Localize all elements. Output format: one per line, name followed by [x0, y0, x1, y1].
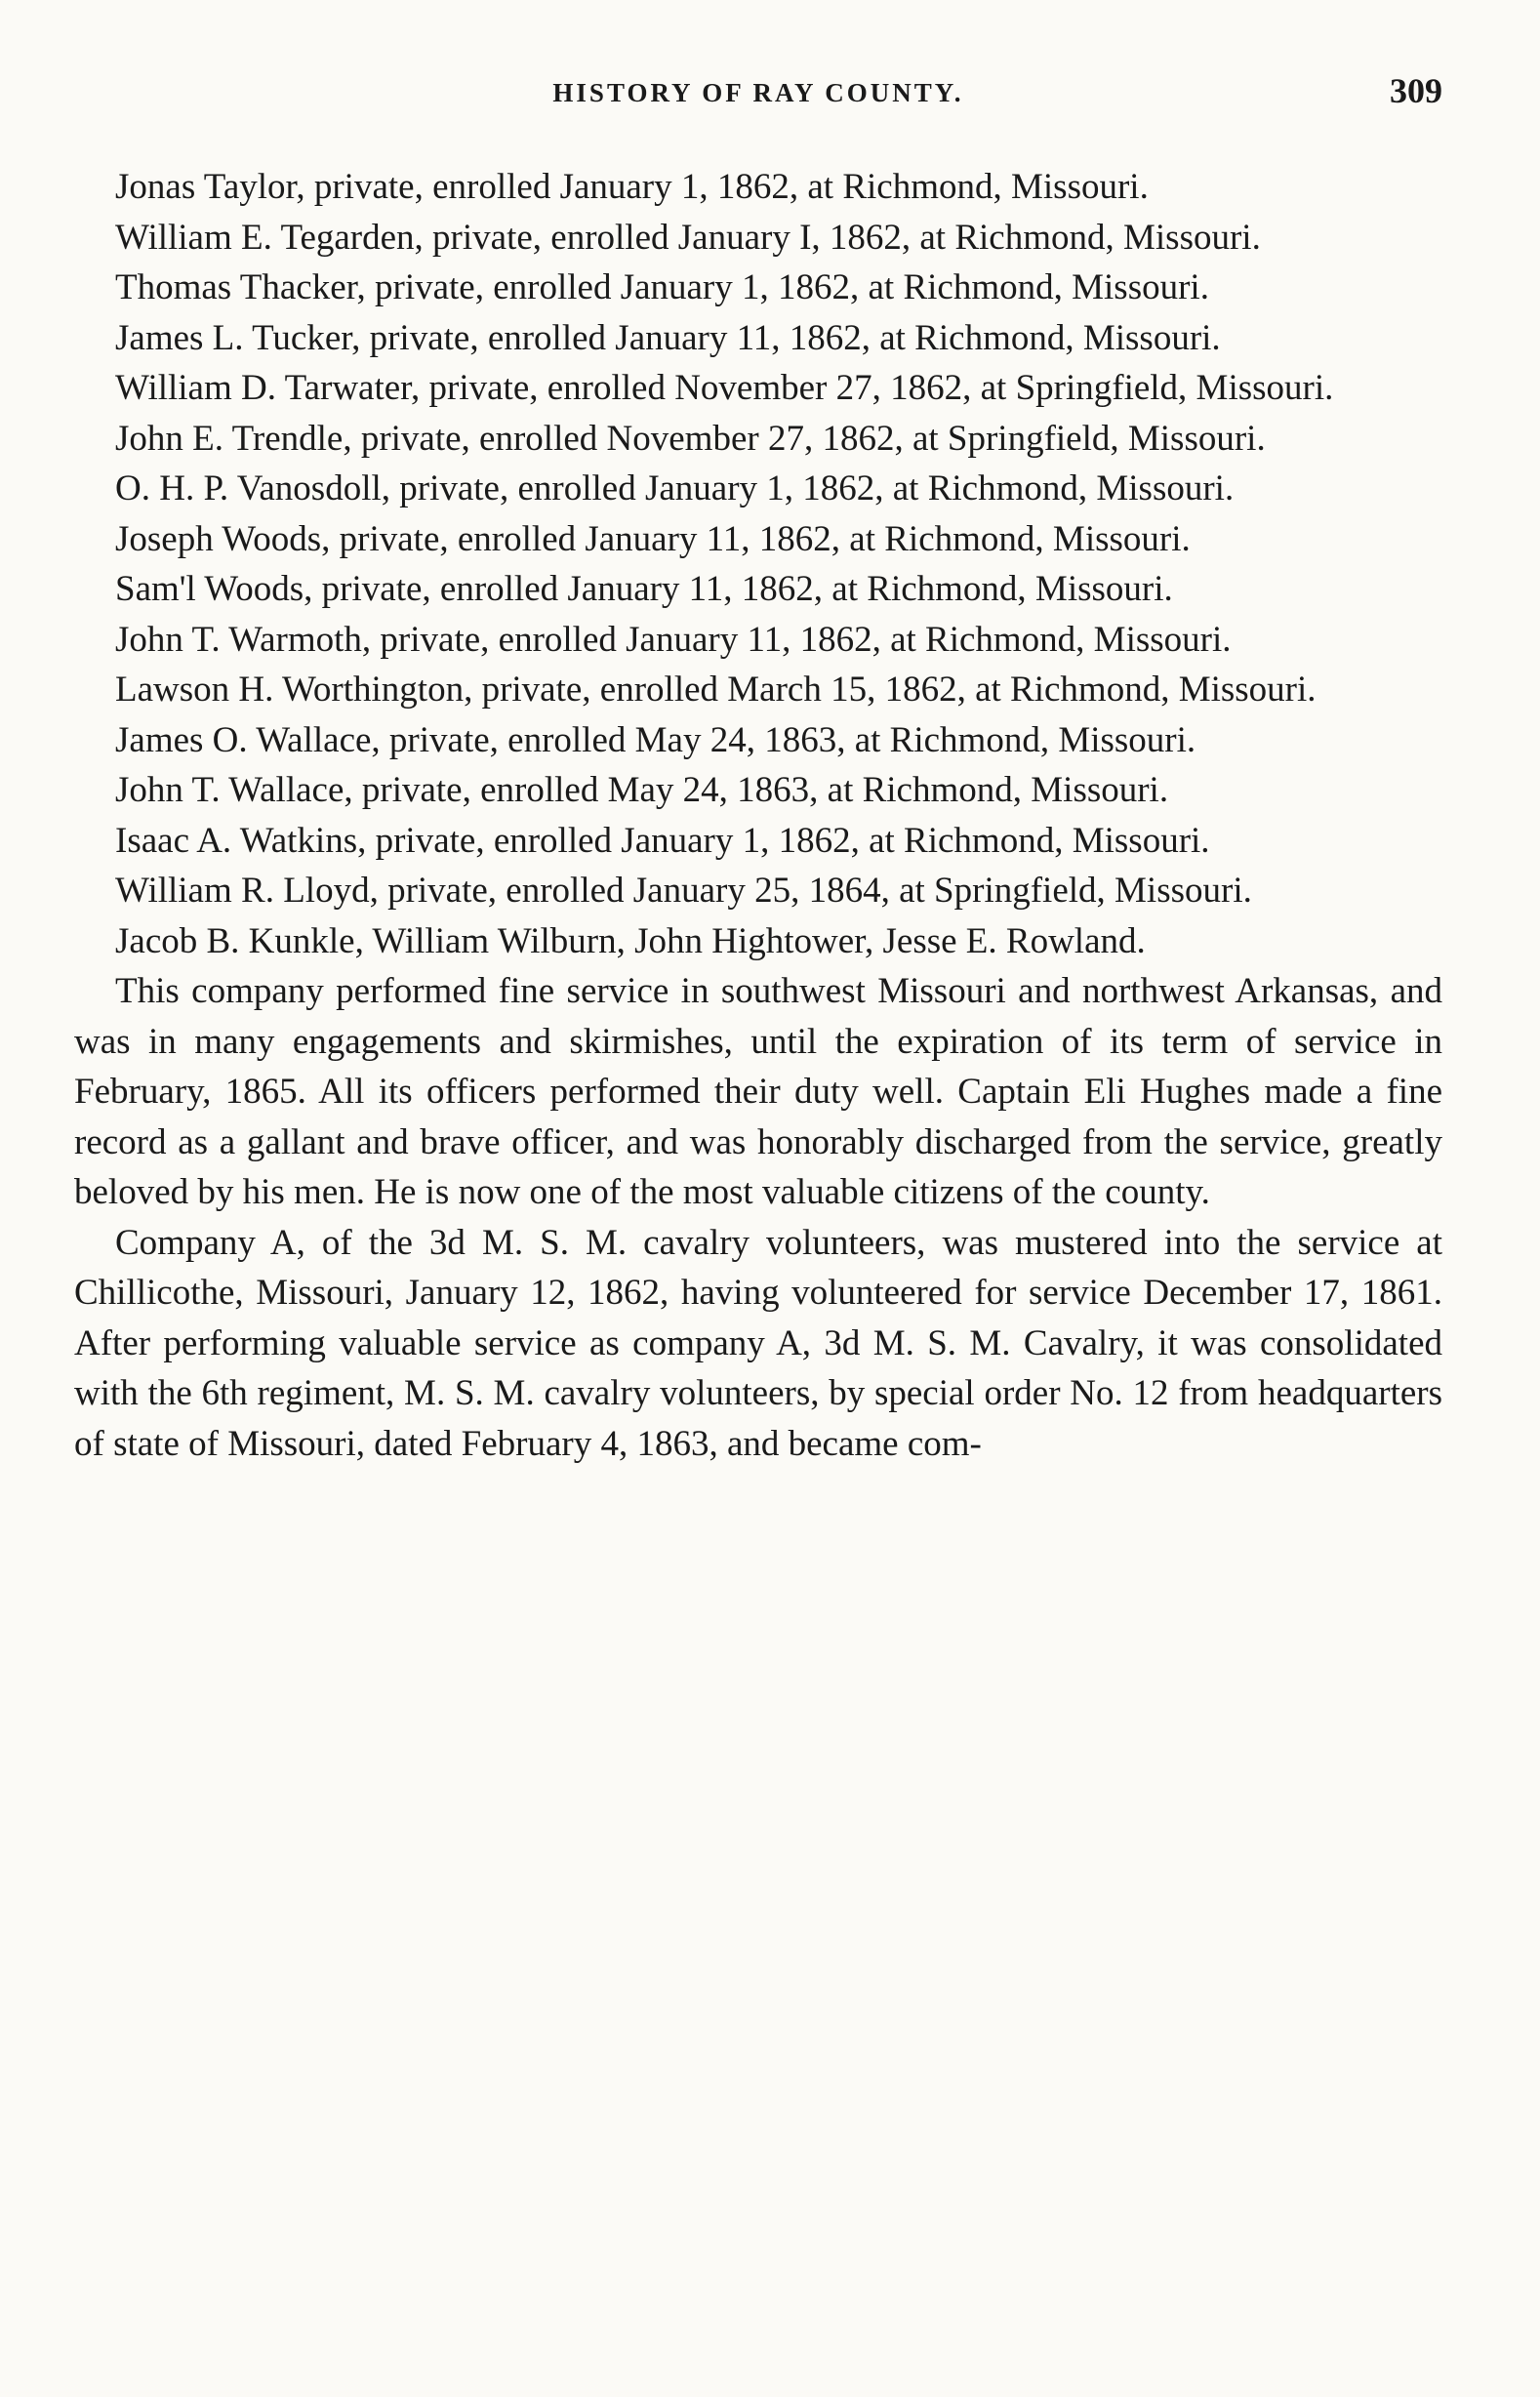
page-number: 309 — [1390, 71, 1442, 110]
roster-entry: Thomas Thacker, private, enrolled January 1, 1862, at Richmond, Missouri. — [115, 267, 1209, 307]
roster-entry: Joseph Woods, private, enrolled January 11, 1862, at Richmond, Missouri. — [115, 518, 1191, 559]
roster-entry: O. H. P. Vanosdoll, private, enrolled January 1, 1862, at Richmond, Missouri. — [115, 468, 1235, 508]
roster-entry: James O. Wallace, private, enrolled May 24, 1863, at Richmond, Missouri. — [115, 719, 1196, 760]
roster-entry: John T. Wallace, private, enrolled May 24, 1863, at Richmond, Missouri. — [115, 770, 1169, 810]
roster-entry: William E. Tegarden, private, enrolled January I, 1862, at Richmond, Missouri. — [115, 217, 1261, 258]
roster-entry: William R. Lloyd, private, enrolled January 25, 1864, at Springfield, Missouri. — [115, 871, 1252, 911]
body-paragraph: Company A, of the 3d M. S. M. cavalry volunteers, was mustered into the service at Chillicothe, Missouri, January 12, 1862, having volunteered for service December 17, 1861. After performing valuable service as company A, 3d M. S. M. Cavalry, it was consolidated with the 6th regiment, M. S. M. cavalry volunteers, by special order No. 12 from headquarters of state of Missouri, dated February 4, 1863, and became com- — [74, 1222, 1442, 1464]
roster-entry: William D. Tarwater, private, enrolled November 27, 1862, at Springfield, Missouri. — [115, 368, 1334, 408]
book-page — [74, 68, 1442, 1469]
body-paragraph: This company performed fine service in southwest Missouri and northwest Arkansas, and was in many engagements and skirmishes, until the expiration of its term of service in February, 1865. All its officers performed their duty well. Captain Eli Hughes made a fine record as a gallant and brave officer, and was honorably discharged from the service, greatly beloved by his men. He is now one of the most valuable citizens of the county. — [74, 971, 1442, 1212]
roster-entry: Sam'l Woods, private, enrolled January 11, 1862, at Richmond, Missouri. — [115, 569, 1173, 609]
running-head: HISTORY OF RAY COUNTY. — [552, 78, 964, 107]
page-header — [74, 68, 1442, 127]
roster-entry: Lawson H. Worthington, private, enrolled March 15, 1862, at Richmond, Missouri. — [115, 670, 1317, 710]
roster-entry: James L. Tucker, private, enrolled January 11, 1862, at Richmond, Missouri. — [115, 317, 1221, 358]
page-body — [74, 162, 1442, 1469]
roster-entry: Jonas Taylor, private, enrolled January 1, 1862, at Richmond, Missouri. — [115, 167, 1149, 207]
roster-entry: John E. Trendle, private, enrolled November 27, 1862, at Springfield, Missouri. — [115, 418, 1266, 459]
roster-entry: John T. Warmoth, private, enrolled January 11, 1862, at Richmond, Missouri. — [115, 619, 1232, 660]
roster-entry: Isaac A. Watkins, private, enrolled January 1, 1862, at Richmond, Missouri. — [115, 820, 1210, 861]
roster-entry: Jacob B. Kunkle, William Wilburn, John Hightower, Jesse E. Rowland. — [115, 920, 1146, 961]
